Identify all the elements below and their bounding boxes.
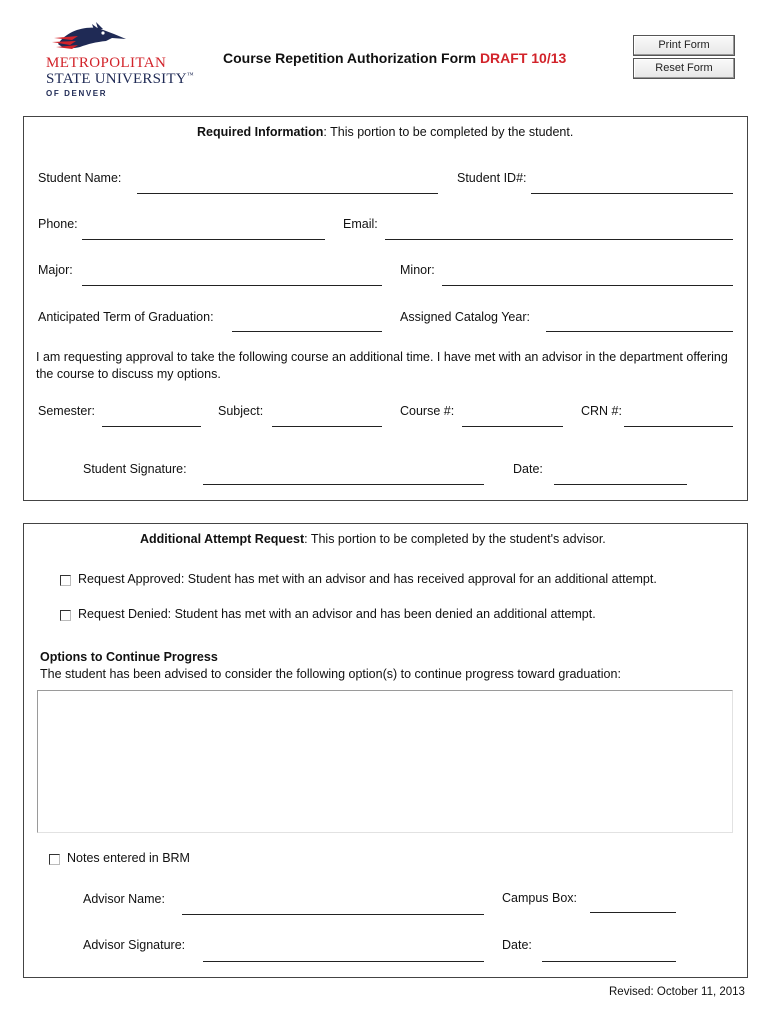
campus-box-label: Campus Box: — [502, 891, 578, 905]
major-field[interactable] — [82, 285, 382, 286]
subject-label: Subject: — [218, 404, 264, 418]
course-number-field[interactable] — [462, 426, 563, 427]
grad-term-field[interactable] — [232, 331, 382, 332]
revised-date: Revised: October 11, 2013 — [609, 986, 745, 998]
advisor-heading-rest: : This portion to be completed by the student's advisor. — [304, 532, 606, 546]
request-approved-checkbox[interactable] — [60, 575, 71, 586]
logo-line3: OF DENVER — [46, 89, 108, 98]
advisor-signature-field[interactable] — [203, 961, 484, 962]
email-label: Email: — [343, 217, 378, 231]
options-heading: Options to Continue Progress — [40, 650, 218, 664]
student-signature-label: Student Signature: — [83, 462, 187, 476]
notes-brm-label: Notes entered in BRM — [67, 851, 190, 865]
logo-line2 — [46, 71, 194, 88]
request-denied-checkbox[interactable] — [60, 610, 71, 621]
catalog-year-label: Assigned Catalog Year: — [400, 310, 530, 324]
logo-tm: ™ — [186, 71, 194, 79]
minor-field[interactable] — [442, 285, 733, 286]
form-title-text: Course Repetition Authorization Form — [223, 50, 477, 66]
student-heading-bold: Required Information — [197, 125, 324, 139]
request-statement: I am requesting approval to take the following course an additional time. I have met with an advisor in the department offering the course to discuss my options. — [36, 350, 728, 381]
print-form-button[interactable]: Print Form — [633, 35, 735, 56]
notes-brm-checkbox[interactable] — [49, 854, 60, 865]
logo-line2-text: STATE UNIVERSITY — [46, 71, 187, 87]
grad-term-label: Anticipated Term of Graduation: — [38, 310, 214, 324]
semester-label: Semester: — [38, 404, 95, 418]
student-id-label: Student ID#: — [457, 171, 527, 185]
student-heading-rest: : This portion to be completed by the student. — [323, 125, 574, 139]
minor-label: Minor: — [400, 263, 435, 277]
student-signature-field[interactable] — [203, 484, 484, 485]
advisor-signature-label: Advisor Signature: — [83, 938, 186, 952]
options-textarea[interactable] — [37, 690, 733, 833]
phone-label: Phone: — [38, 217, 78, 231]
student-date-field[interactable] — [554, 484, 687, 485]
phone-field[interactable] — [82, 239, 325, 240]
student-section — [23, 116, 748, 501]
logo-line1: METROPOLITAN — [46, 55, 167, 71]
form-title — [223, 50, 566, 66]
reset-form-button[interactable]: Reset Form — [633, 58, 735, 79]
student-date-label: Date: — [513, 462, 543, 476]
major-label: Major: — [38, 263, 73, 277]
catalog-year-field[interactable] — [546, 331, 733, 332]
advisor-date-label: Date: — [502, 938, 532, 952]
options-description: The student has been advised to consider the following option(s) to continue progress toward graduation: — [40, 667, 621, 681]
student-section-heading — [197, 125, 573, 139]
request-approved-label: Request Approved: Student has met with an advisor and has received approval for an additional attempt. — [78, 572, 657, 586]
advisor-heading-bold: Additional Attempt Request — [140, 532, 305, 546]
crn-label: CRN #: — [581, 404, 622, 418]
university-logo — [44, 22, 194, 98]
advisor-date-field[interactable] — [542, 961, 676, 962]
draft-label: DRAFT 10/13 — [479, 50, 567, 66]
request-denied-label: Request Denied: Student has met with an advisor and has been denied an additional attempt. — [78, 607, 596, 621]
campus-box-field[interactable] — [590, 912, 676, 913]
advisor-name-label: Advisor Name: — [83, 892, 165, 906]
student-id-field[interactable] — [531, 193, 733, 194]
advisor-name-field[interactable] — [182, 914, 484, 915]
crn-field[interactable] — [624, 426, 733, 427]
email-field[interactable] — [385, 239, 733, 240]
semester-field[interactable] — [102, 426, 201, 427]
student-name-label: Student Name: — [38, 171, 122, 185]
subject-field[interactable] — [272, 426, 382, 427]
course-number-label: Course #: — [400, 404, 455, 418]
roadrunner-logo-icon — [48, 22, 128, 56]
student-name-field[interactable] — [137, 193, 438, 194]
advisor-section-heading — [140, 532, 606, 546]
